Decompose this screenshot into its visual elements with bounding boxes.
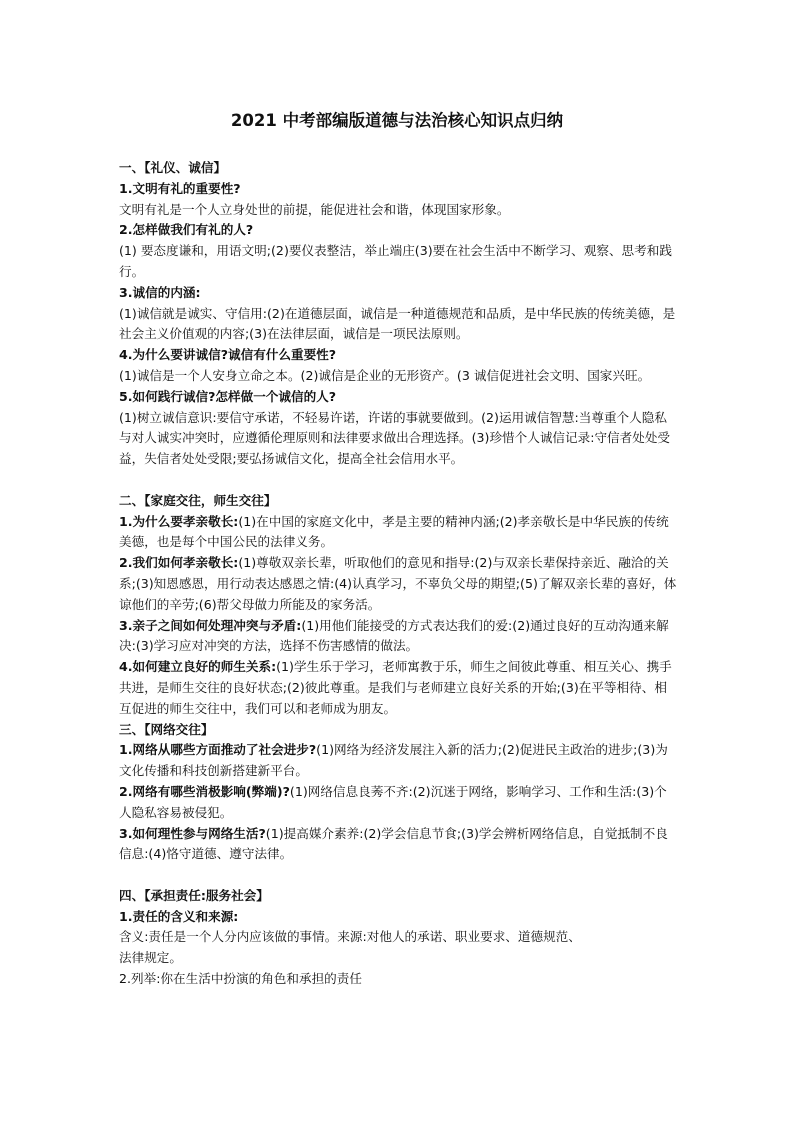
- document-body: [119, 158, 679, 990]
- question: 3.如何理性参与网络生活?: [119, 825, 266, 841]
- question: 1.为什么要孝亲敬长:: [119, 513, 239, 529]
- qa-paragraph: [119, 553, 679, 615]
- document-title: 2021 中考部编版道德与法治核心知识点归纳: [230, 111, 564, 130]
- answer: (1)尊敬双亲长辈，听取他们的意见和指导:(2)与双亲长辈保持亲近、融洽的关系;(3)知恩感恩，用行动表达感恩之情:(4)认真学习，不辜负父母的期望;(5)了解双亲长辈的喜好，体谅他们的辛劳;(6)帮父母做力所能及的家务活。: [119, 555, 677, 612]
- answer: (1)学生乐于学习，老师寓教于乐，师生之间彼此尊重、相互关心、携手共进，是师生交往的良好状态;(2)彼此尊重。是我们与老师建立良好关系的开始;(3)在平等相待、相互促进的师生交往中，我们可以和老师成为朋友。: [119, 659, 672, 716]
- question: 3.亲子之间如何处理冲突与矛盾:: [119, 617, 302, 633]
- answer-line: 含义:责任是一个人分内应该做的事情。来源:对他人的承诺、职业要求、道德规范、: [119, 929, 581, 945]
- qa-paragraph: [119, 616, 679, 658]
- question: 5.如何践行诚信?怎样做一个诚信的人?: [119, 388, 337, 404]
- answer-line: 法律规定。: [119, 950, 182, 966]
- question: 3.诚信的内涵:: [119, 284, 201, 300]
- section-heading: 四、【承担责任:服务社会】: [119, 887, 269, 903]
- answer: (1)网络信息良莠不齐:(2)沉迷于网络，影响学习、工作和生活:(3)个人隐私容易被侵犯。: [119, 783, 667, 820]
- spacer: [119, 865, 679, 886]
- answer: (1)用他们能接受的方式表达我们的爱:(2)通过良好的互动沟通来解决:(3)学习应对冲突的方法，选择不伤害感情的做法。: [119, 617, 669, 654]
- qa-paragraph: [119, 782, 679, 824]
- answer: (1)在中国的家庭文化中，孝是主要的精神内涵;(2)孝亲敬长是中华民族的传统美德，也是每个中国公民的法律义务。: [119, 513, 669, 550]
- answer: (1)树立诚信意识:要信守承诺，不轻易许诺，许诺的事就要做到。(2)运用诚信智慧:当尊重个人隐私与对人诚实冲突时，应遵循伦理原则和法律要求做出合理选择。(3)珍惜个人诚信记录:守信者处处受益，失信者处处受限;要弘扬诚信文化，提高全社会信用水平。: [119, 409, 671, 467]
- answer: (1)提高媒介素养:(2)学会信息节食;(3)学会辨析网络信息，自觉抵制不良信息:(4)恪守道德、遵守法律。: [119, 825, 668, 862]
- section-heading: 二、【家庭交往，师生交往】: [119, 492, 277, 508]
- question: 2.怎样做我们有礼的人?: [119, 222, 254, 238]
- qa-paragraph: [119, 657, 679, 719]
- question: 2.网络有哪些消极影响(弊端)?: [119, 783, 290, 799]
- answer: (1)诚信是一个人安身立命之本。(2)诚信是企业的无形资产。(3 诚信促进社会文明、国家兴旺。: [119, 367, 651, 383]
- qa-paragraph: [119, 512, 679, 554]
- answer: 文明有礼是一个人立身处世的前提，能促进社会和谐，体现国家形象。: [119, 201, 510, 217]
- qa-paragraph: [119, 824, 679, 866]
- section-heading: 一、【礼仪、诚信】: [119, 160, 227, 175]
- question: 1.责任的含义和来源:: [119, 908, 239, 924]
- answer: (1) 要态度谦和，用语文明;(2)要仪表整洁，举止端庄(3)要在社会生活中不断学习、观察、思考和践行。: [119, 243, 672, 279]
- question: 2.我们如何孝亲敬长:: [119, 555, 239, 571]
- section-heading: 三、【网络交往】: [119, 721, 214, 737]
- question: 1.网络从哪些方面推动了社会进步?: [119, 742, 317, 758]
- qa-paragraph: [119, 740, 679, 782]
- spacer: [119, 470, 679, 491]
- list-prompt: 2.列举:你在生活中扮演的角色和承担的责任: [119, 971, 362, 987]
- question: 1.文明有礼的重要性?: [119, 180, 241, 196]
- answer: (1)网络为经济发展注入新的活力;(2)促进民主政治的进步;(3)为文化传播和科技创新搭建新平台。: [119, 742, 668, 779]
- question: 4.为什么要讲诚信?诚信有什么重要性?: [119, 347, 337, 363]
- answer: (1)诚信就是诚实、守信用:(2)在道德层面，诚信是一种道德规范和品质，是中华民族的传统美德，是社会主义价值观的内容;(3)在法律层面，诚信是一项民法原则。: [119, 305, 676, 342]
- question: 4.如何建立良好的师生关系:: [119, 659, 277, 675]
